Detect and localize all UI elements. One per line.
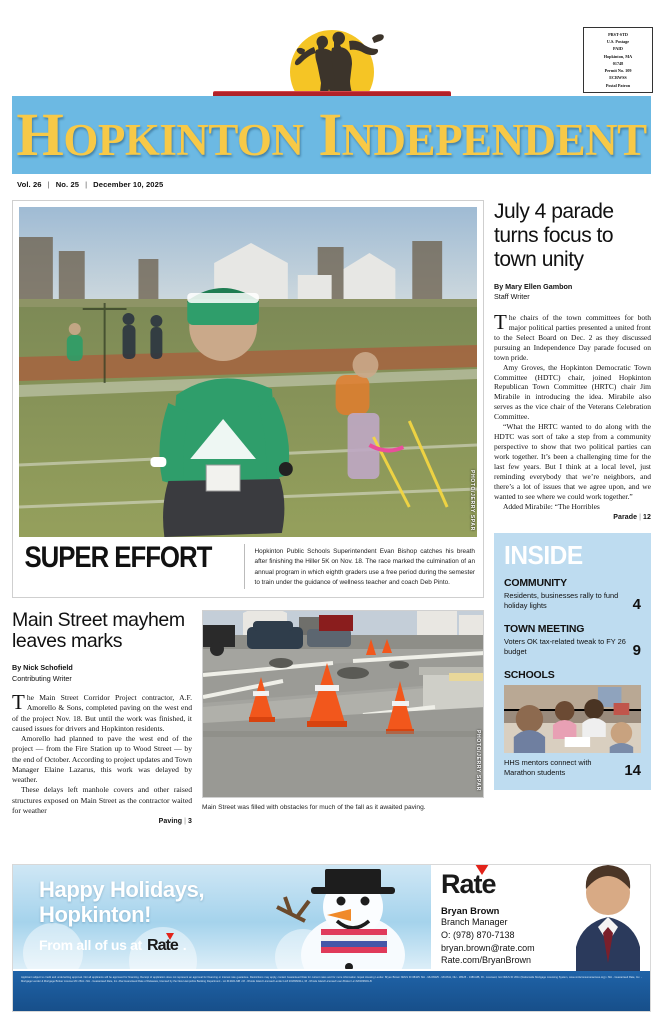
jump-page: 3 — [188, 818, 192, 826]
inside-item-town-meeting[interactable] — [504, 623, 641, 658]
street-photo-artwork — [203, 611, 484, 798]
second-story-text — [12, 610, 192, 826]
left-column — [12, 200, 484, 825]
street-photo-credit: PHOTO/JERRY SPAR — [475, 729, 481, 791]
volume-line: Vol. 26 | No. 25 | December 10, 2025 — [17, 180, 164, 189]
inside-description: Residents, businesses rally to fund holiday lights — [504, 591, 619, 611]
inside-description: Voters OK tax-related tweak to FY 26 budget — [504, 636, 626, 657]
brand-text: Rate — [147, 937, 178, 954]
paragraph — [12, 690, 192, 734]
rate-flag-icon — [166, 933, 174, 940]
agent-name: Bryan Brown — [441, 905, 500, 916]
main-story-byline — [494, 282, 651, 303]
inside-box — [494, 533, 651, 790]
ad-contact-block — [431, 865, 650, 969]
indicia-line: ECRWSS — [609, 75, 627, 81]
byline-name: By Nick Schofield — [12, 663, 73, 673]
page-content — [12, 200, 651, 825]
rate-logo — [441, 871, 496, 898]
paragraph: Added Mirabile: “The Horribles — [503, 502, 600, 512]
indicia-line: Postal Patron — [605, 82, 631, 88]
title-i: I — [318, 101, 342, 169]
snowman-illustration — [275, 865, 425, 969]
paragraph-text: he Main Street Corridor Project contractor, A.F. Amorello & Sons, completed paving on the west end of the project Nov. 18. But until the work was finished, it caused issues for drivers and Hopkinton residents. — [12, 693, 192, 733]
ad-headline-line2: Hopkinton! — [39, 901, 152, 927]
jump-label: Paving — [158, 818, 183, 826]
street-photo-caption: Main Street was filled with obstacles for much of the fall as it awaited paving. — [202, 803, 426, 811]
lead-photo — [19, 207, 477, 537]
jump-page: 12 — [643, 514, 651, 522]
inside-page-number: 9 — [632, 641, 641, 659]
ad-banner-left — [13, 865, 431, 969]
inside-kicker: SCHOOLS — [504, 668, 555, 681]
inside-photo — [504, 685, 641, 753]
lead-caption-kicker: SUPER EFFORT — [24, 541, 212, 574]
indicia-line: 01748 — [612, 60, 624, 66]
main-story-body — [494, 309, 651, 512]
indicia-line: Hopkinton, MA — [603, 53, 633, 59]
inside-item-community[interactable] — [504, 577, 641, 612]
byline-role: Staff Writer — [494, 292, 530, 302]
second-story-block — [12, 610, 484, 826]
lead-caption-text: Hopkinton Public Schools Superintendent Evan Bishop catches his breath after finishing the Hiller 5K on Nov. 18. The race marked the culmination of an annual program in which eighth graders use a free period during the semester to train under the guidance of wellness teacher and coach Deb Pinto. — [254, 548, 475, 587]
ad-brand-period: . — [182, 937, 187, 953]
second-story-body — [12, 690, 192, 816]
ad-subline-row — [39, 937, 186, 954]
agent-phone[interactable]: O: (978) 870-7138 — [441, 929, 515, 940]
dropcap: T — [494, 309, 507, 334]
lead-caption-row — [19, 537, 477, 591]
ad-subline: From all of us at — [39, 937, 143, 953]
inside-description: HHS mentors connect with Marathon students — [504, 757, 592, 777]
paragraph-text: he chairs of the town committees for both major political parties presented a united front to the Select Board on Dec. 2 as they discussed pursuing an Independence Day parade focused on town pride. — [494, 312, 651, 362]
masthead — [0, 0, 663, 200]
inside-page-number: 4 — [632, 595, 641, 613]
ad-brand-inline — [147, 938, 178, 954]
main-story-headline[interactable]: July 4 parade turns focus to town unity — [494, 200, 614, 271]
inside-title: INSIDE — [504, 540, 583, 571]
issue-number: No. 25 — [55, 180, 80, 189]
photo-credit: PHOTO/JERRY SPAR — [469, 470, 475, 531]
bottom-advertisement[interactable] — [12, 864, 651, 1012]
paragraph: These delays left manhole covers and other raised structures exposed on Main Street as the contractor waited for weather — [12, 785, 192, 815]
indicia-line: PRST-STD — [608, 32, 628, 37]
agent-website[interactable]: Rate.com/BryanBrown — [441, 955, 532, 966]
title-h: H — [16, 101, 64, 169]
inside-photo-artwork — [504, 685, 641, 753]
title-opkinton: OPKINTON — [63, 114, 304, 165]
byline-role: Contributing Writer — [12, 673, 72, 683]
rate-flag-icon — [475, 864, 489, 875]
paragraph — [494, 309, 651, 363]
inside-kicker: TOWN MEETING — [504, 622, 585, 635]
headshot-artwork — [566, 864, 650, 971]
masthead-blue-band — [12, 96, 651, 174]
brand-text: Rate — [441, 869, 496, 899]
volume-number: Vol. 26 — [17, 180, 42, 189]
street-photo-container — [202, 610, 484, 826]
issue-date: December 10, 2025 — [93, 180, 164, 189]
inside-item-schools[interactable] — [504, 669, 641, 779]
newspaper-title — [16, 101, 647, 169]
ad-headline — [39, 878, 204, 927]
agent-title: Branch Manager — [441, 917, 508, 927]
second-story-byline — [12, 663, 192, 684]
agent-email[interactable]: bryan.brown@rate.com — [441, 942, 535, 953]
indicia-line: PAID — [613, 46, 623, 52]
indicia-line: Permit No. 109 — [604, 68, 632, 74]
street-photo — [202, 610, 484, 798]
ad-headline-line1: Happy Holidays, — [39, 877, 205, 902]
inside-kicker: COMMUNITY — [504, 577, 567, 590]
byline-name: By Mary Ellen Gambon — [494, 281, 573, 291]
inside-page-number: 14 — [624, 762, 641, 780]
paragraph: “What the HRTC wanted to do along with the HDTC was sort of take a step from a community perspective to show that two political parties can work together. It’s been a challenging time for the last few years. But I think at a local level, just reminding everybody that we’re neighbors, and there’s a lot of issues that we agree upon, and we wanted to see where we could work together.” — [494, 422, 651, 502]
second-story-jump[interactable]: Paving | 3 — [158, 818, 192, 826]
right-column — [494, 200, 651, 825]
indicia-line: U.S. Postage — [606, 39, 630, 45]
paragraph: Amorello had planned to pave the west end of the project — from the Fire Station up to Wood Street — by the end of October. According to project updates and Town Manager Elaine Lazarus, this work was delayed by weather. — [12, 734, 192, 785]
ad-disclaimer: Applicant subject to credit and underwriting approval. Not all applicants will be approved for financing. Receipt of application does not represent an approval for financing or interest rate guarantee. Restrictions may apply, contact Guaranteed Rate for current rates and for more information. Equal Housing Lender. Bryan Brown NMLS ID #8425: MA - MLO8425 - MC2611, NH - #8425 - 1380-MB, RI - Licensed, GA NMLS ID 2611 (Nationwide Mortgage Licensing System, www.nmlsconsumeraccess.org) • MA - Guaranteed Rate, Inc. - Mortgage Lender & Mortgage Broker License MC 2611 • NH - Guaranteed Rate, Inc. dba Guaranteed Rate of Delaware, licensed by the New Hampshire Banking Department - Lic #13921-MB • RI - Rhode Island Licensed Lender Lic# 20183603LL, RI - Rhode Island Licensed Loan Broker Lic #20183601LB — [13, 971, 650, 1011]
lead-photo-artwork — [19, 207, 477, 537]
lead-photo-container — [12, 200, 484, 598]
second-story-headline[interactable]: Main Street mayhem leaves marks — [12, 608, 185, 653]
agent-headshot — [566, 864, 650, 971]
dropcap: T — [12, 690, 25, 715]
title-ndependent: NDEPENDENT — [341, 114, 647, 165]
jump-label: Parade — [613, 514, 638, 522]
paragraph: Amy Groves, the Hopkinton Democratic Town Committee (HDTC) chair, joined Hopkinton Republican Town Committee (HRTC) chair Jim Mirabile in introducing the idea. Mirabile also serves as the vice chair of the Veterans Celebration Committee. — [494, 362, 651, 422]
main-story-jump[interactable]: Parade | 12 — [613, 514, 651, 522]
